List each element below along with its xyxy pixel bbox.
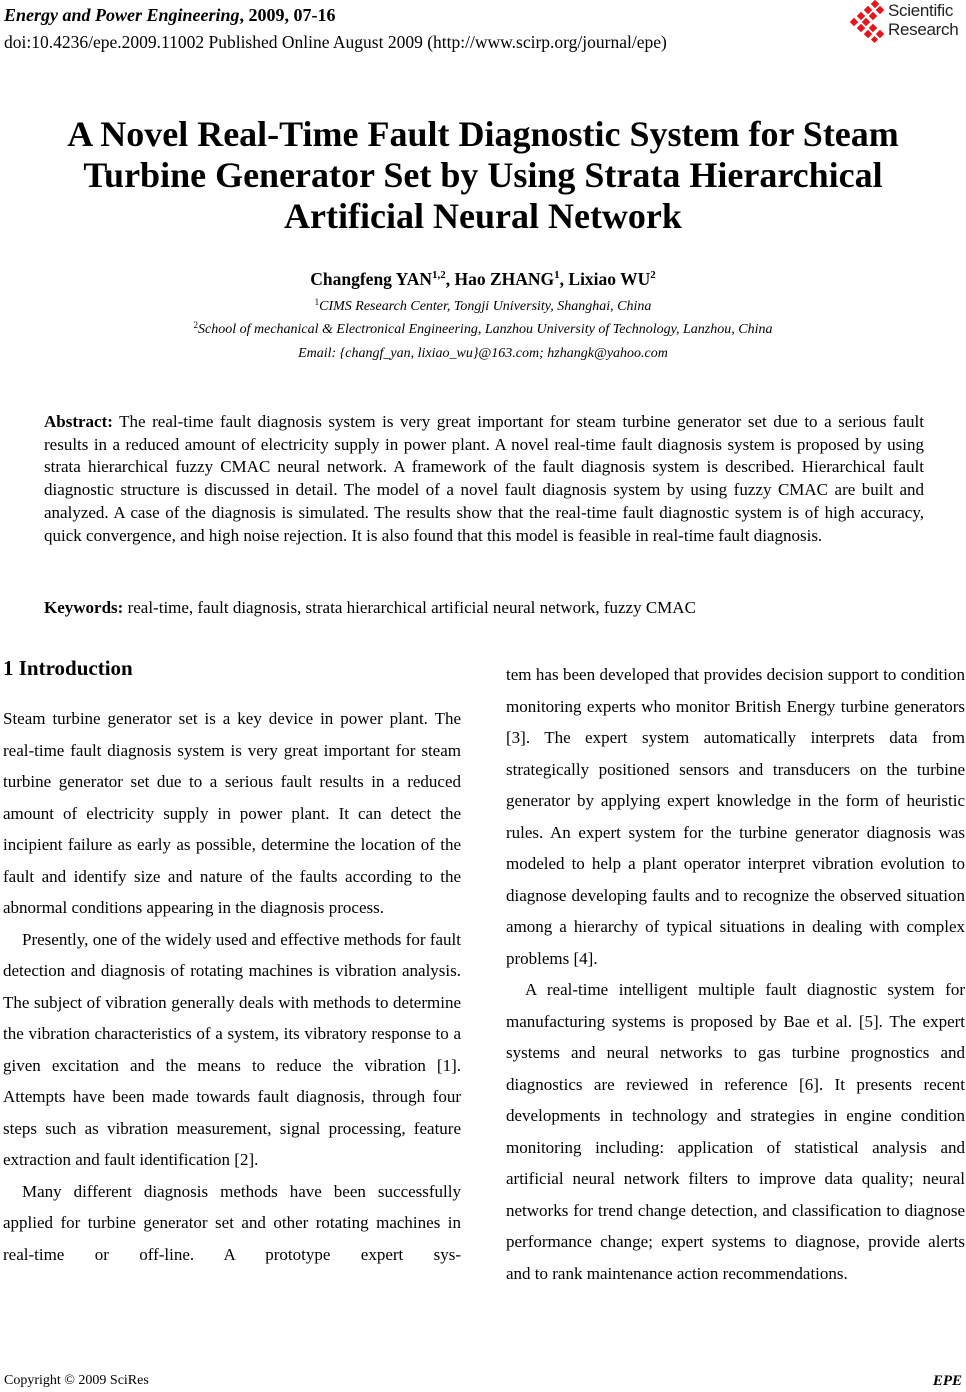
paragraph: Presently, one of the widely used and effective methods for fault detection and diagnosis of rotating machines is vibration analysis. The subject of vibration generally deals with methods to determine the vibration characteristics of a system, its vibratory response to a given excitation and the means to reduce the vibration [1]. Attempts have been made towards fault diagnosis, through four steps such as vibration measurement, signal processing, feature extraction and fault identification [2]. [3, 929, 461, 1169]
title-line: A Novel Real-Time Fault Diagnostic System for Steam [67, 114, 899, 154]
author-separator: , [559, 269, 569, 289]
author-email: Email: {changf_yan, lixiao_wu}@163.com; hzhangk@yahoo.com [298, 346, 668, 361]
logo-text [888, 1, 958, 39]
abstract [44, 411, 924, 547]
affiliation-text: CIMS Research Center, Tongji University, Shanghai, China [319, 299, 652, 314]
title-line: Turbine Generator Set by Using Strata Hierarchical [83, 155, 883, 195]
copyright-notice: Copyright © 2009 SciRes [4, 1373, 149, 1388]
author-name: Lixiao WU [568, 269, 651, 289]
paragraph: tem has been developed that provides decision support to condition monitoring experts who monitor British Energy turbine generators [3]. The expert system automatically interprets data from strategically positioned sensors and transducers on the turbine generator by applying expert knowledge in the form of heuristic rules. An expert system for the turbine generator diagnosis was modeled to help a plant operator interpret vibration evolution to diagnose developing faults and to recognize the observed situation among a hierarchy of typical situations in dealing with complex problems [4]. [506, 665, 965, 968]
abstract-label: Abstract: [44, 412, 113, 431]
keywords-text: real-time, fault diagnosis, strata hierarchical artificial neural network, fuzzy CMAC [127, 598, 696, 617]
diamond-cluster-logo-icon [846, 0, 888, 44]
doi-line: doi:10.4236/epe.2009.11002 Published Online August 2009 (http://www.scirp.org/journal/epe) [4, 32, 667, 52]
author-separator: , [445, 269, 455, 289]
author-affil-sup: 1,2 [431, 269, 446, 281]
author-affil-sup: 1 [554, 269, 560, 281]
affiliation-text: School of mechanical & Electronical Engineering, Lanzhou University of Technology, Lanzhou, China [198, 322, 773, 337]
author-list [0, 268, 966, 290]
affiliation-sup: 2 [193, 320, 199, 330]
publisher-logo [846, 0, 966, 44]
journal-name: Energy and Power Engineering [4, 5, 240, 25]
affiliation-sup: 1 [314, 297, 320, 307]
logo-line-2: Research [888, 20, 959, 39]
author-affil-sup: 2 [650, 269, 656, 281]
author-name: Hao ZHANG [454, 269, 555, 289]
affiliation-1 [0, 298, 966, 316]
right-column [506, 659, 965, 1289]
section-heading: 1 Introduction [3, 656, 133, 680]
left-column [3, 703, 461, 1270]
journal-abbrev: EPE [932, 1373, 962, 1389]
paragraph: Many different diagnosis methods have been successfully applied for turbine generator set and other rotating machines in real-time or off-line. A prototype expert sys- [3, 1181, 461, 1264]
journal-year-pages: , 2009, 07-16 [239, 5, 336, 25]
paper-title [0, 114, 966, 237]
logo-line-1: Scientific [888, 1, 954, 20]
paragraph: A real-time intelligent multiple fault diagnostic system for manufacturing systems is proposed by Bae et al. [5]. The expert systems and neural networks to gas turbine prognostics and diagnostics are reviewed in reference [6]. It presents recent developments in technology and strategies in engine condition monitoring including: application of statistical analysis and artificial neural network filters to improve data quality; neural networks for trend change detection, and classification to diagnose performance change; expert systems to diagnose, provide alerts and to rank maintenance action recommendations. [506, 980, 965, 1283]
keywords [44, 597, 924, 619]
paragraph: Steam turbine generator set is a key device in power plant. The real-time fault diagnosis system is very great important for steam turbine generator set due to a serious fault results in a reduced amount of electricity supply in power plant. It can detect the incipient failure as early as possible, determine the location of the fault and identify size and nature of the faults according to the abnormal conditions appearing in the diagnosis process. [3, 709, 461, 917]
journal-citation [4, 4, 336, 26]
abstract-text: The real-time fault diagnosis system is very great important for steam turbine generator set due to a serious fault results in a reduced amount of electricity supply in power plant. A novel real-time fault diagnosis system is proposed by using strata hierarchical fuzzy CMAC neural network. A framework of the fault diagnosis system is described. Hierarchical fault diagnostic structure is discussed in detail. The model of a novel fault diagnosis system by using fuzzy CMAC are built and analyzed. A case of the diagnosis is simulated. The results show that the real-time fault diagnostic system is of high accuracy, quick convergence, and high noise rejection. It is also found that this model is feasible in real-time fault diagnosis. [44, 412, 924, 545]
keywords-label: Keywords: [44, 598, 124, 617]
title-line: Artificial Neural Network [284, 196, 682, 236]
author-name: Changfeng YAN [310, 269, 432, 289]
affiliation-2 [0, 321, 966, 339]
